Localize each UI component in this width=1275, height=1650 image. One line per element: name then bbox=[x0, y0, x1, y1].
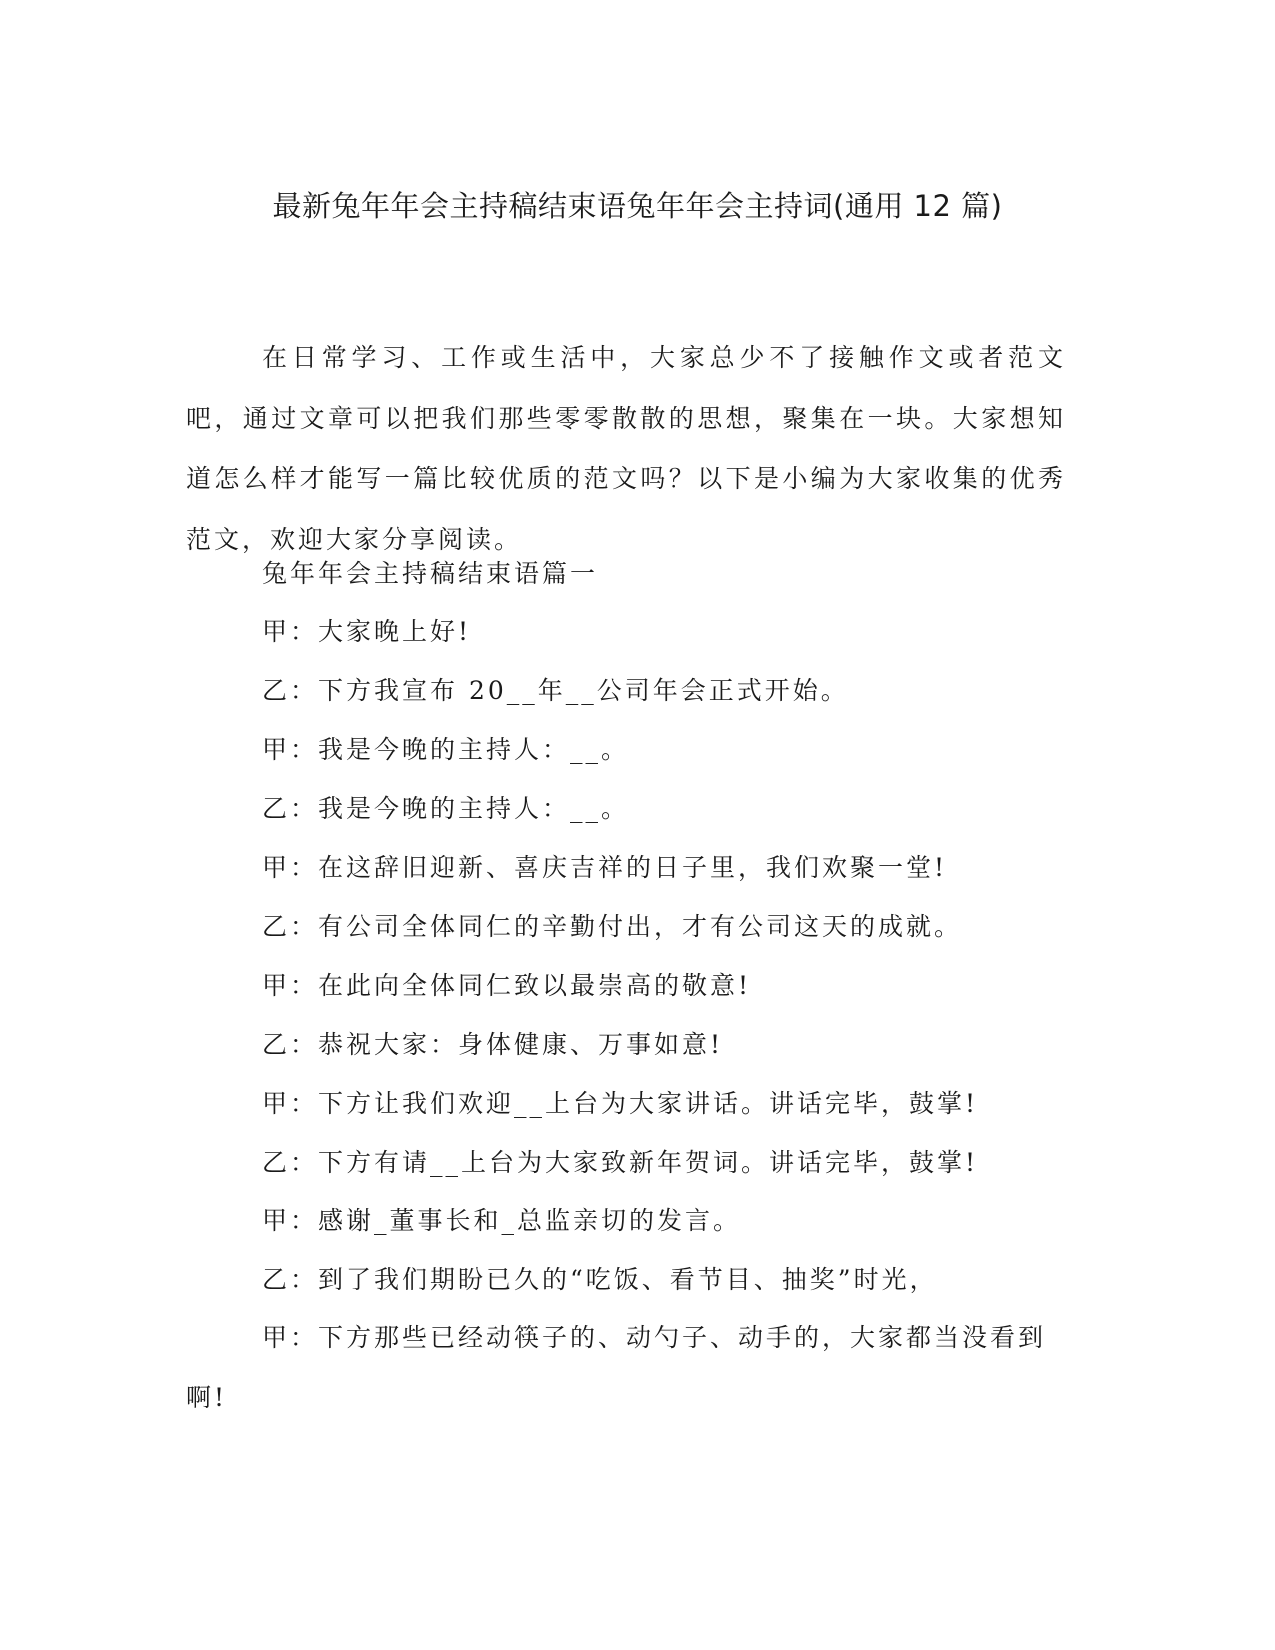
dialogue-line-4: 乙：我是今晚的主持人：__。 bbox=[262, 794, 630, 823]
dialogue-line-5: 甲：在这辞旧迎新、喜庆吉祥的日子里，我们欢聚一堂! bbox=[262, 853, 948, 882]
intro-paragraph: 在日常学习、工作或生活中，大家总少不了接触作文或者范文吧，通过文章可以把我们那些零零散散的思想，聚集在一块。大家想知道怎么样才能写一篇比较优质的范文吗？以下是小编为大家收集的优秀范文，欢迎大家分享阅读。 bbox=[186, 343, 1066, 554]
dialogue-line-12: 乙：到了我们期盼已久的“吃饭、看节目、抽奖”时光， bbox=[262, 1265, 938, 1294]
dialogue-line-2: 乙：下方我宣布 20__年__公司年会正式开始。 bbox=[262, 676, 849, 705]
dialogue-line-6: 乙：有公司全体同仁的辛勤付出，才有公司这天的成就。 bbox=[262, 912, 963, 941]
dialogue-line-10: 乙：下方有请__上台为大家致新年贺词。讲话完毕，鼓掌! bbox=[262, 1148, 979, 1177]
document-title: 最新兔年年会主持稿结束语兔年年会主持词(通用 12 篇) bbox=[272, 189, 1003, 223]
dialogue-line-1: 甲：大家晚上好! bbox=[262, 617, 472, 646]
dialogue-line-8: 乙：恭祝大家：身体健康、万事如意! bbox=[262, 1030, 724, 1059]
dialogue-line-11: 甲：感谢_董事长和_总监亲切的发言。 bbox=[262, 1206, 742, 1235]
dialogue-line-9: 甲：下方让我们欢迎__上台为大家讲话。讲话完毕，鼓掌! bbox=[262, 1089, 979, 1118]
section-heading: 兔年年会主持稿结束语篇一 bbox=[262, 559, 599, 588]
dialogue-line-3: 甲：我是今晚的主持人：__。 bbox=[262, 735, 630, 764]
dialogue-line-13: 甲：下方那些已经动筷子的、动勺子、动手的，大家都当没看到啊! bbox=[186, 1323, 1047, 1412]
dialogue-line-7: 甲：在此向全体同仁致以最崇高的敬意! bbox=[262, 971, 752, 1000]
